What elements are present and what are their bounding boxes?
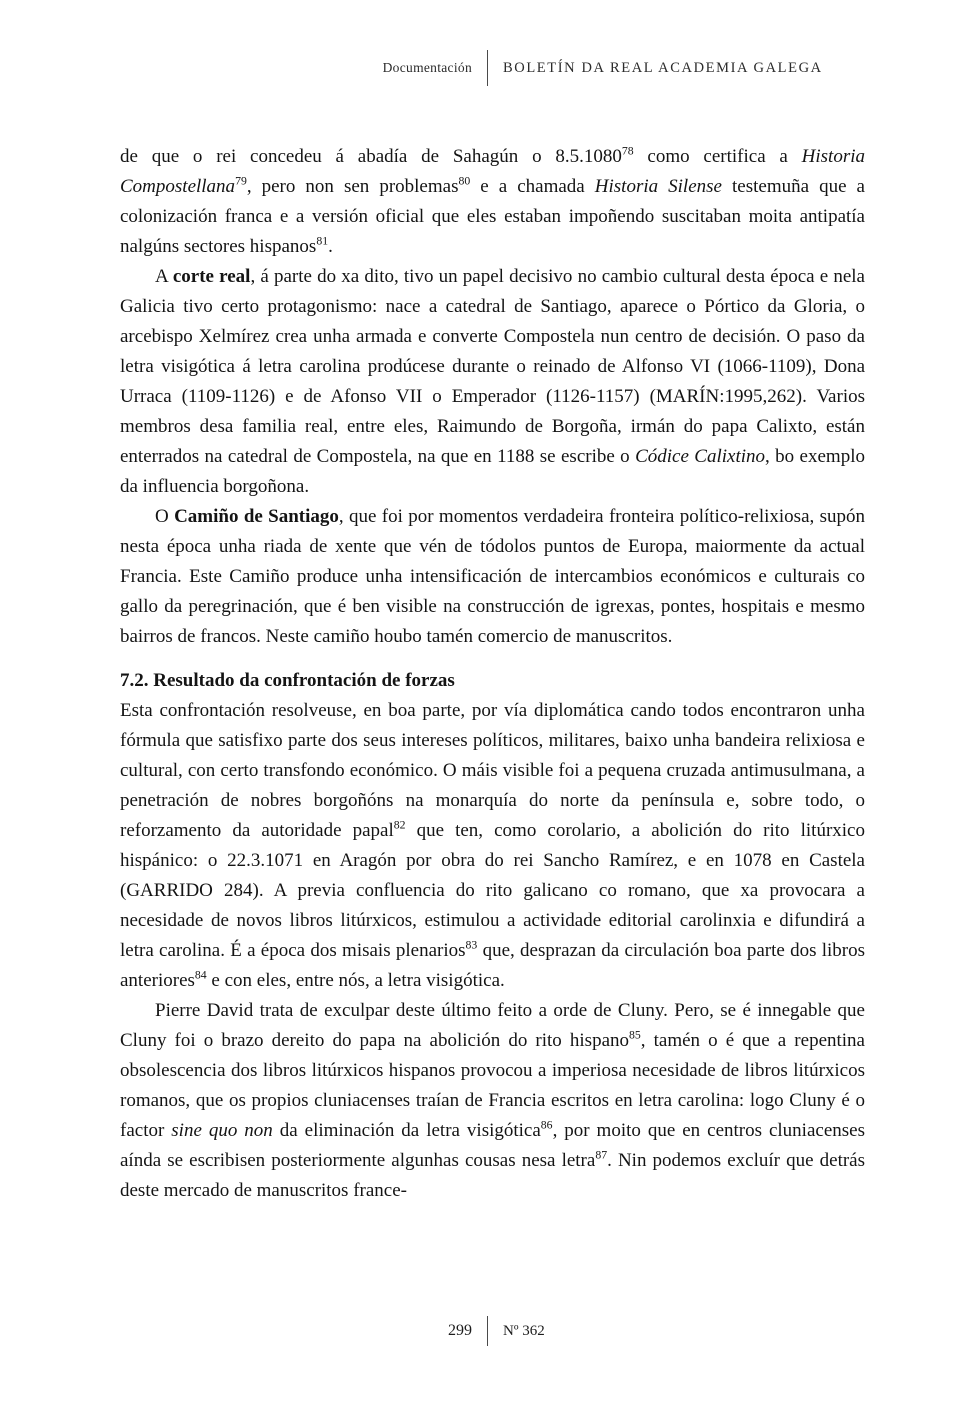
section-heading: 7.2. Resultado da confrontación de forzas — [120, 670, 455, 691]
body-paragraph-4: Esta confrontación resolveuse, en boa parte, por vía diplomática cando todos encontraron unha fórmula que satisfixo parte dos seus intereses políticos, militares, baixo unha bandeira relixiosa e cultural, con certo transfondo económico. O máis visible foi a pequena cruzada antimusulmana, a penetración de nobres borgoñóns na monarquía do norte da península e, sobre todo, o reforzamento da autoridade papal$^{82}$ que ten, como corolario, a abolición do rito litúrxico hispánico: o 22.3.1071 en Aragón por obra do rei Sancho Ramírez, e en 1078 en Castela (GARRIDO 284). A previa confluencia do rito galicano co romano, que xa provocara a necesidade de novos libros litúrxicos, estimulou a actividade editorial carolinxia e difundirá a letra carolina. É a época dos misais plenarios$^{83}$ que, desprazan da circulación boa parte dos libros anteriores$^{84}$ e con eles, entre nós, a letra visigótica. — [120, 700, 866, 991]
issue-number: Nº 362 — [503, 1322, 545, 1339]
page-number: 299 — [448, 1322, 472, 1339]
body-paragraph-2: A corte real, á parte do xa dito, tivo un papel decisivo no cambio cultural desta época e nela Galicia tivo certo protagonismo: nace a catedral de Santiago, aparece o Pórtico da Gloria, o arcebispo Xelmírez crea unha armada e converte Compostela nun centro de decisión. O paso da letra visigótica á letra carolina prodúcese durante o reinado de Alfonso VI (1066-1109), Dona Urraca (1109-1126) e de Afonso VII o Emperador (1126-1157) (MARÍN:1995,262). Varios membros desa familia real, entre eles, Raimundo de Borgoña, irmán do papa Calixto, están enterrados na catedral de Compostela, na que en 1188 se escribe o Códice Calixtino, bo exemplo da influencia borgoñona. — [120, 266, 865, 497]
body-paragraph-5: Pierre David trata de exculpar deste último feito a orde de Cluny. Pero, se é innegable que Cluny foi o brazo dereito do papa na abolición do rito hispano$^{85}$, tamén o é que a repentina obsolescencia dos libros litúrxicos hispanos provocou a imperiosa necesidade de libros litúrxicos romanos, que os propios cluniacenses traían de Francia escritos en letra carolina: logo Cluny é o factor sine quo non da eliminación da letra visigótica$^{86}$, por moito que en centros cluniacenses aínda se escribisen posteriormente algunhas cousas nesa letra$^{87}$. Nin podemos excluír que detrás deste mercado de manuscritos france- — [120, 1000, 866, 1201]
page-header — [0, 50, 975, 86]
page-footer — [0, 1316, 975, 1346]
body-paragraph-1: de que o rei concedeu á abadía de Sahagún o 8.5.1080$^{78}$ como certifica a Historia Compostellana$^{79}$, pero non sen problemas$^{80}$ e a chamada Historia Silense testemuña que a colonización franca e a versión oficial que eles estaban impoñendo suscitaban moita antipatía nalgúns sectores hispanos$^{81}$. — [120, 144, 866, 257]
body-paragraph-3: O Camiño de Santiago, que foi por momentos verdadeira fronteira político-relixiosa, supón nesta época unha riada de xente que vén de tódolos puntos de Europa, maiormente da actual Francia. Este Camiño produce unha intensificación de intercambios económicos e culturais co gallo da peregrinación, que é ben visible na construcción de igrexas, pontes, hospitais e mesmo bairros de francos. Neste camiño houbo tamén comercio de manuscritos. — [120, 506, 865, 647]
header-section-label: Documentación — [382, 60, 472, 75]
header-journal-title: BOLETÍN DA REAL ACADEMIA GALEGA — [503, 59, 823, 76]
page-body — [120, 142, 865, 1206]
